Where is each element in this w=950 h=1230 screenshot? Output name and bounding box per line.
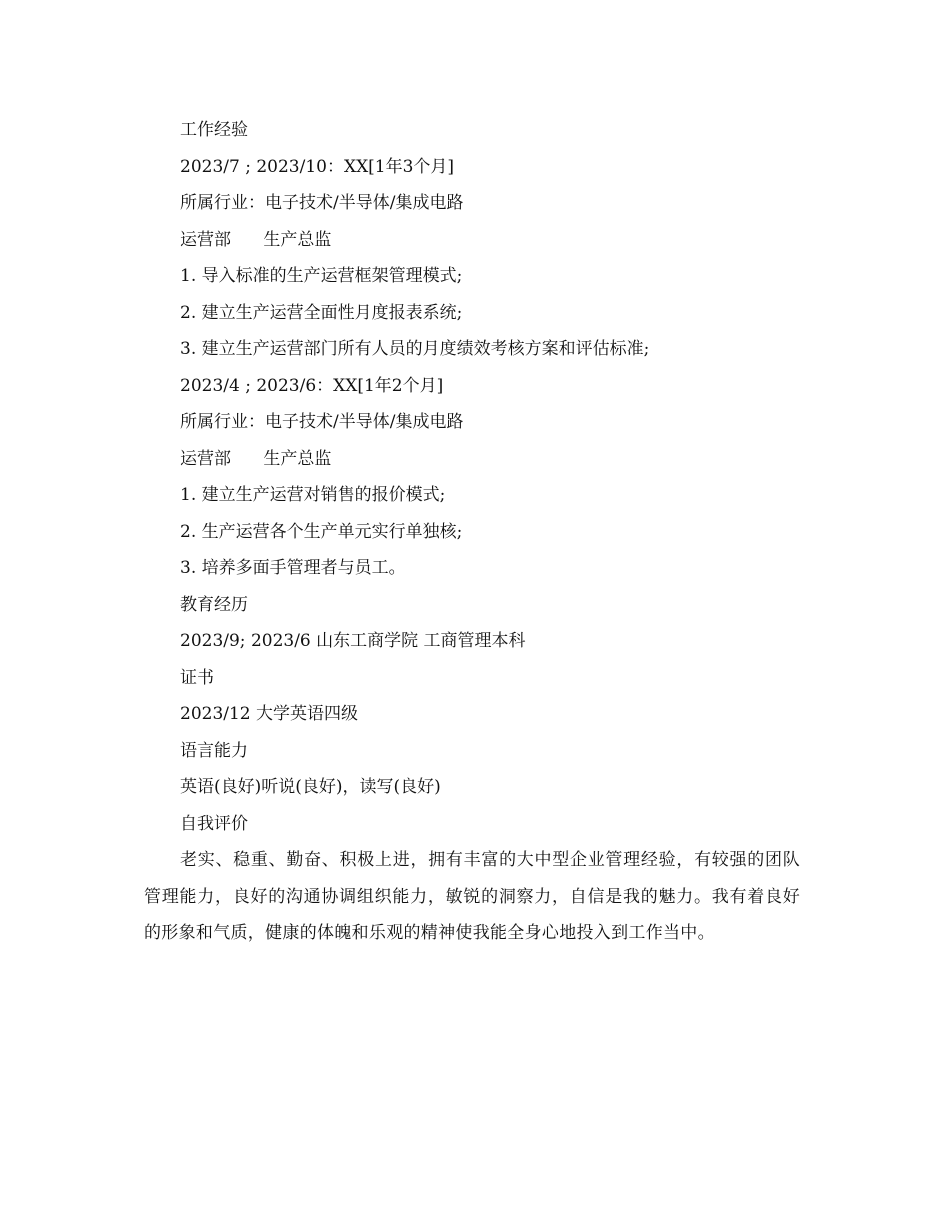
job-duty: 2. 建立生产运营全面性月度报表系统; <box>180 302 463 323</box>
job-duty: 1. 导入标准的生产运营框架管理模式; <box>180 266 463 286</box>
job-industry: 所属行业：电子技术/半导体/集成电路 <box>180 193 464 213</box>
job-period: 2023/4 ; 2023/6：XX[1年2个月] <box>180 375 444 396</box>
work-experience-heading: 工作经验 <box>180 120 248 140</box>
language-entry: 英语(良好)听说(良好)，读写(良好) <box>180 777 441 797</box>
job-duty: 1. 建立生产运营对销售的报价模式; <box>180 485 446 505</box>
job-department-title: 运营部 生产总监 <box>180 229 332 250</box>
self-evaluation-heading: 自我评价 <box>180 813 248 834</box>
certificates-heading: 证书 <box>180 667 214 688</box>
education-entry: 2023/9; 2023/6 山东工商学院 工商管理本科 <box>180 631 526 651</box>
job-duty: 3. 培养多面手管理者与员工。 <box>180 558 406 578</box>
job-period: 2023/7 ; 2023/10：XX[1年3个月] <box>180 156 455 177</box>
job-duty: 3. 建立生产运营部门所有人员的月度绩效考核方案和评估标准; <box>180 339 650 359</box>
language-heading: 语言能力 <box>180 740 248 761</box>
job-duty: 2. 生产运营各个生产单元实行单独核; <box>180 521 463 542</box>
education-heading: 教育经历 <box>180 594 248 615</box>
resume-content <box>144 112 804 952</box>
job-entry-1 <box>144 149 804 368</box>
job-entry-2 <box>144 368 804 587</box>
certificate-entry: 2023/12 大学英语四级 <box>180 704 359 724</box>
job-department-title: 运营部 生产总监 <box>180 448 332 469</box>
self-evaluation-text: 老实、稳重、勤奋、积极上进，拥有丰富的大中型企业管理经验，有较强的团队管理能力，良好的沟通协调组织能力，敏锐的洞察力，自信是我的魅力。我有着良好的形象和气质，健康的体魄和乐观的精神使我能全身心地投入到工作当中。 <box>144 850 800 943</box>
job-industry: 所属行业：电子技术/半导体/集成电路 <box>180 412 464 432</box>
